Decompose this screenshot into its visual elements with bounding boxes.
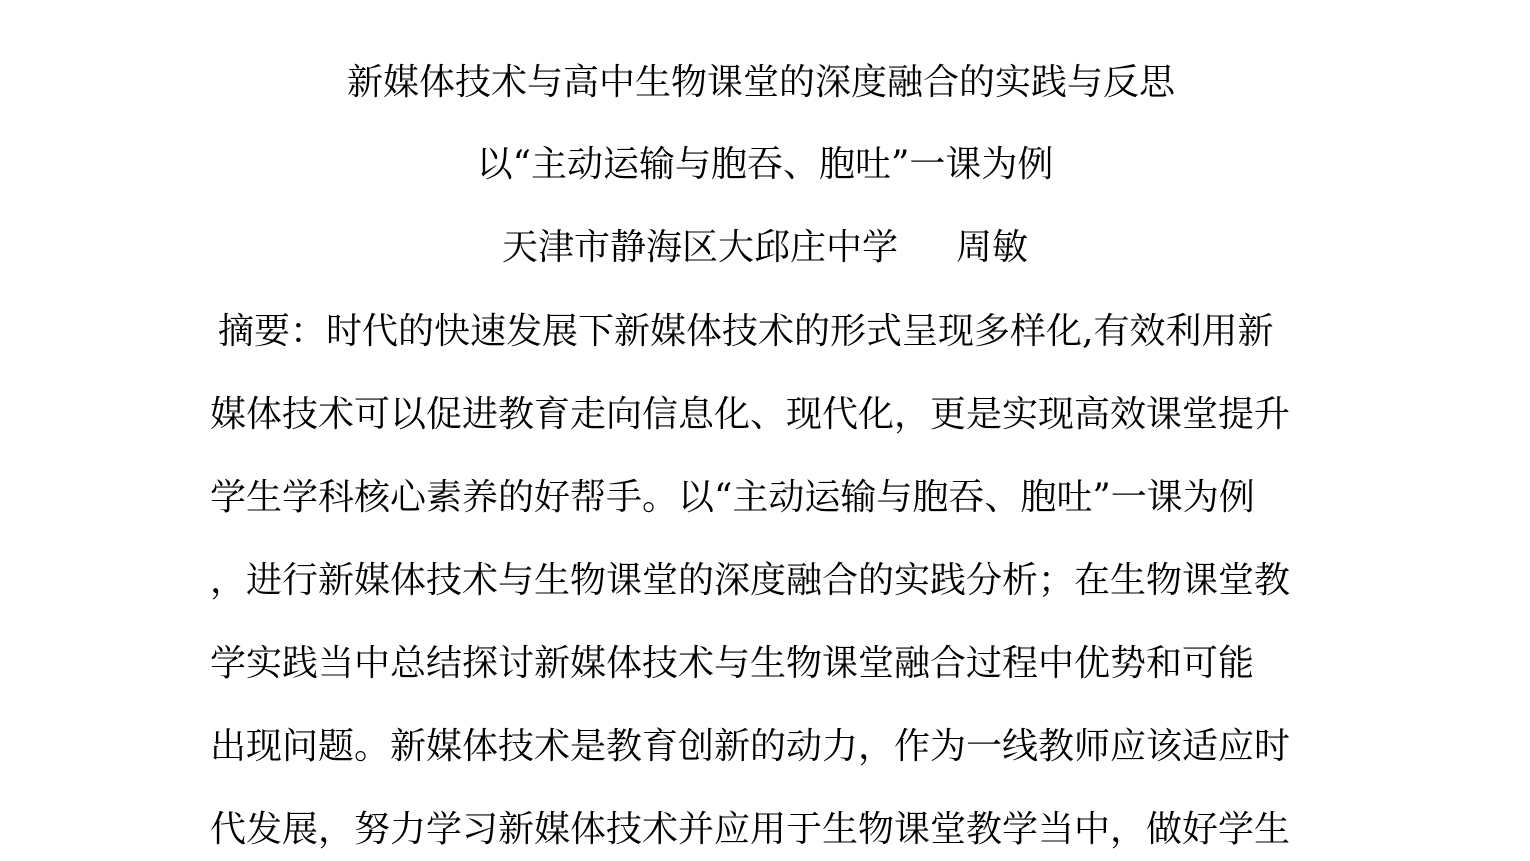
- abstract-line: 学生学科核心素养的好帮手。以“主动运输与胞吞、胞吐”一课为例: [210, 477, 1255, 518]
- abstract-line: 摘要：时代的快速发展下新媒体技术的形式呈现多样化,有效利用新: [218, 311, 1274, 352]
- abstract-line: 代发展，努力学习新媒体技术并应用于生物课堂教学当中，做好学生: [210, 809, 1291, 850]
- document-title: 新媒体技术与高中生物课堂的深度融合的实践与反思: [346, 62, 1175, 103]
- author-line: [0, 226, 1530, 270]
- abstract-line: 媒体技术可以促进教育走向信息化、现代化，更是实现高效课堂提升: [210, 394, 1291, 435]
- abstract-line: ，进行新媒体技术与生物课堂的深度融合的实践分析；在生物课堂教: [210, 560, 1291, 601]
- document-subtitle: 以“主动运输与胞吞、胞吐”一课为例: [476, 144, 1054, 185]
- school-name: 天津市静海区大邱庄中学: [501, 227, 898, 268]
- author-name: 周敏: [956, 227, 1029, 268]
- abstract-line: 出现问题。新媒体技术是教育创新的动力，作为一线教师应该适应时: [210, 726, 1291, 767]
- abstract-line: 学实践当中总结探讨新媒体技术与生物课堂融合过程中优势和可能: [210, 643, 1255, 684]
